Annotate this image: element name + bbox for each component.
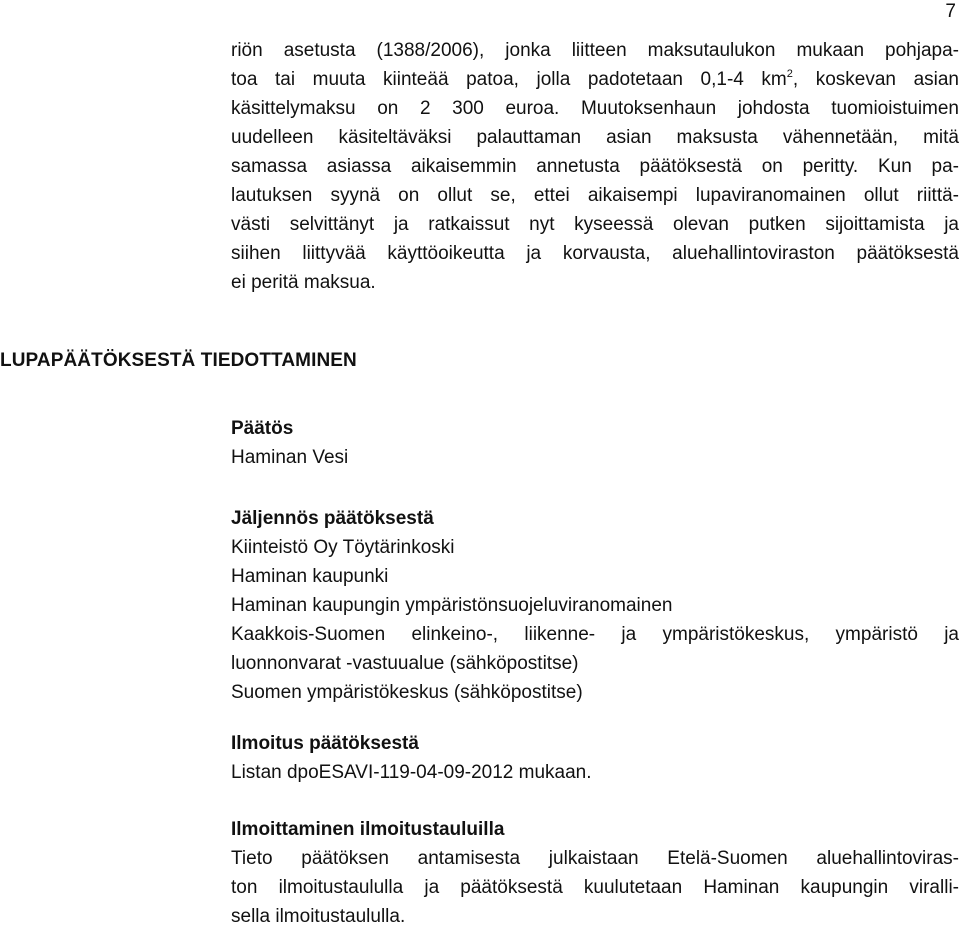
intro-line-7: västi selvittänyt ja ratkaissut nyt kyseessä olevan putken sijoittamista ja [231,214,959,235]
intro-line-6: lautuksen syynä on ollut se, ettei aikaisempi lupaviranomainen ollut riittä- [231,185,959,206]
section-heading: LUPAPÄÄTÖKSESTÄ TIEDOTTAMINEN [0,350,357,371]
board-line: ton ilmoitustaululla ja päätöksestä kuulutetaan Haminan kaupungin viralli- [231,877,959,898]
board-block [231,815,959,931]
intro-line-1: riön asetusta (1388/2006), jonka liitteen maksutaulukon mukaan pohjapa- [231,40,959,61]
copy-block [231,504,959,707]
intro-line-2-b: , koskevan asian [792,69,959,90]
notice-line: Listan dpoESAVI-119-04-09-2012 mukaan. [231,762,592,783]
board-title: Ilmoittaminen ilmoitustauluilla [231,819,505,840]
decision-block [231,414,959,472]
copy-line: Kiinteistö Oy Töytärinkoski [231,537,455,558]
decision-title: Päätös [231,418,294,439]
board-line: sella ilmoitustaululla. [231,906,406,927]
notice-title: Ilmoitus päätöksestä [231,733,419,754]
intro-line-3: käsittelymaksu on 2 300 euroa. Muutoksenhaun johdosta tuomioistuimen [231,98,959,119]
copy-line: Haminan kaupunki [231,566,389,587]
decision-line: Haminan Vesi [231,447,349,468]
intro-line-5: samassa asiassa aikaisemmin annetusta päätöksestä on peritty. Kun pa- [231,156,959,177]
copy-line: Kaakkois-Suomen elinkeino-, liikenne- ja ympäristökeskus, ympäristö ja [231,624,959,645]
copy-title: Jäljennös päätöksestä [231,508,434,529]
superscript-2: 2 [786,68,793,80]
intro-line-2-a: toa tai muuta kiinteää patoa, jolla padotetaan 0,1-4 km [231,69,787,90]
page-number: 7 [945,1,956,22]
notice-block [231,729,959,787]
intro-line-4: uudelleen käsiteltäväksi palauttaman asian maksusta vähennetään, mitä [231,127,959,148]
board-line: Tieto päätöksen antamisesta julkaistaan Etelä-Suomen aluehallintoviras- [231,848,959,869]
intro-line-8: siihen liittyvää käyttöoikeutta ja korvausta, aluehallintoviraston päätöksestä [231,243,959,264]
intro-line-2 [231,65,959,94]
copy-line: Haminan kaupungin ympäristönsuojeluviranomainen [231,595,673,616]
copy-line: Suomen ympäristökeskus (sähköpostitse) [231,682,583,703]
intro-line-9: ei peritä maksua. [231,272,376,293]
copy-line: luonnonvarat -vastuualue (sähköpostitse) [231,653,579,674]
intro-paragraph [231,36,959,297]
